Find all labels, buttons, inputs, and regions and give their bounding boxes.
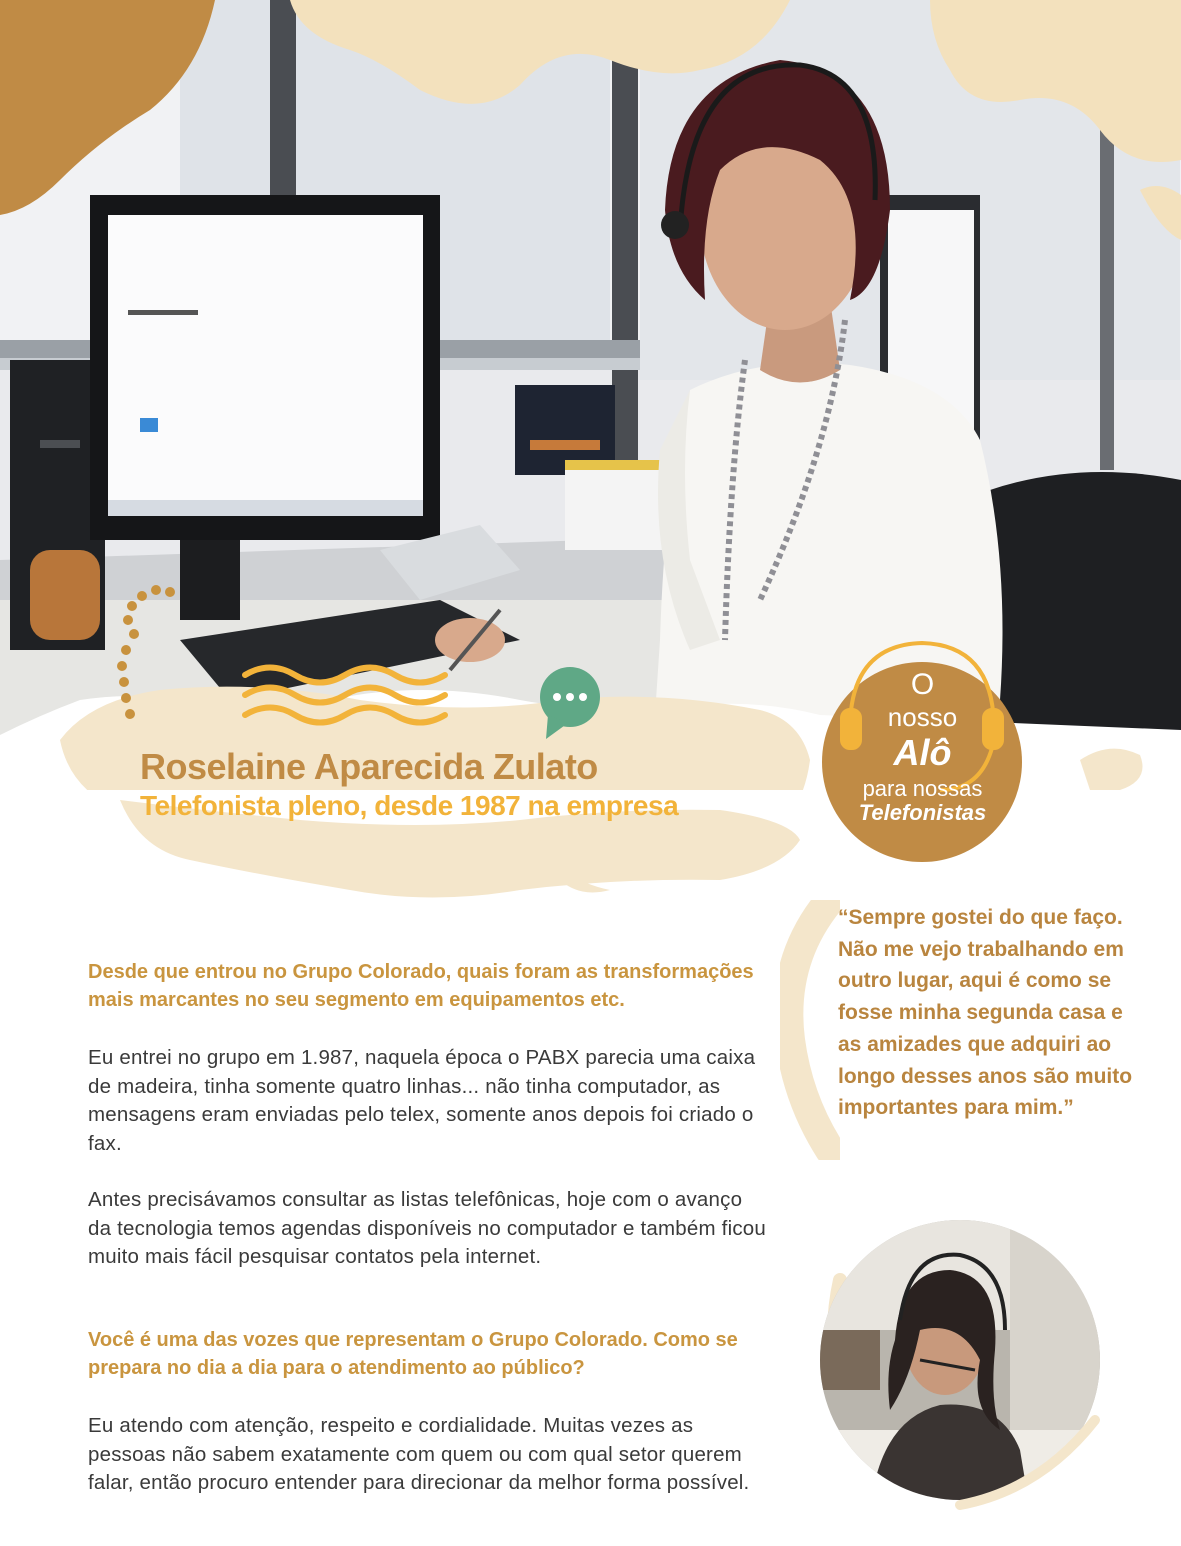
answer-2: Eu atendo com atenção, respeito e cordialidade. Muitas vezes as pessoas não sabem exatamente com quem ou com qual setor querem falar, então procuro entender para direcionar da melhor forma possível.: [88, 1414, 750, 1495]
quote-arc-decoration: [780, 900, 840, 1160]
alo-badge: [820, 640, 1025, 865]
person-name: Roselaine Aparecida Zulato: [140, 746, 598, 787]
badge-line-para: para nossas: [862, 776, 983, 801]
dots-decoration: [110, 580, 185, 725]
question-2: Você é uma das vozes que representam o Grupo Colorado. Como se prepara no dia a dia para o atendimento ao público?: [88, 1329, 738, 1379]
wave-lines-icon: [240, 660, 455, 730]
answer-1-paragraph-1: Eu entrei no grupo em 1.987, naquela época o PABX parecia uma caixa de madeira, tinha somente quatro linhas... não tinha computador, as mensagens eram enviadas pelo telex, somente anos depois foi criado o fax.: [88, 1046, 756, 1155]
badge-line-o: O: [910, 668, 935, 701]
badge-line-alo: Alô: [893, 732, 952, 773]
badge-line-telefonistas: Telefonistas: [858, 800, 987, 825]
person-role: Telefonista pleno, desde 1987 na empresa: [140, 790, 679, 821]
archive-photo: [810, 1210, 1120, 1510]
pull-quote: “Sempre gostei do que faço. Não me vejo trabalhando em outro lugar, aqui é como se fosse minha segunda casa e as amizades que adquiri ao longo desses anos são muito importantes para mim.”: [838, 906, 1133, 1120]
badge-line-nosso: nosso: [887, 702, 958, 732]
answer-1-paragraph-2: Antes precisávamos consultar as listas telefônicas, hoje com o avanço da tecnologia temos agendas disponíveis no computador e também ficou muito mais fácil pesquisar contatos pela internet.: [88, 1188, 766, 1269]
question-1: Desde que entrou no Grupo Colorado, quais foram as transformações mais marcantes no seu segmento em equipamentos etc.: [88, 961, 754, 1011]
chat-bubble-icon: [536, 665, 606, 740]
